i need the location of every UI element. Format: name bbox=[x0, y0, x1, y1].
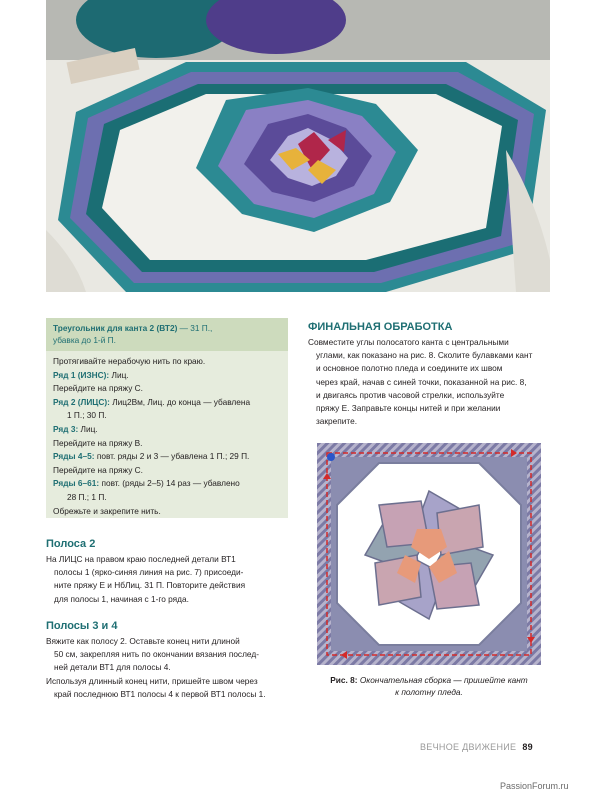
pattern-line bbox=[53, 477, 282, 491]
text-line: край последнюю ВТ1 полосы 4 к первой ВТ1 полосы 1. bbox=[54, 688, 266, 699]
row-text: Протягивайте нерабочую нить по краю. bbox=[53, 356, 206, 366]
strip34-title: Полосы 3 и 4 bbox=[46, 620, 118, 632]
pattern-box-heading bbox=[46, 318, 288, 351]
text-line: и двигаясь против часовой стрелки, используйте bbox=[316, 389, 505, 400]
text-line: На ЛИЦС на правом краю последней детали ВТ1 bbox=[46, 554, 236, 564]
pattern-line bbox=[53, 464, 282, 478]
pattern-line bbox=[53, 382, 282, 396]
pattern-line bbox=[53, 450, 282, 464]
text-line: закрепите. bbox=[316, 416, 358, 427]
strip34-text bbox=[46, 635, 292, 701]
blanket-photo bbox=[46, 0, 550, 292]
page-footer bbox=[420, 742, 570, 752]
row-text: повт. ряды 2 и 3 — убавлена 1 П.; 29 П. bbox=[94, 451, 250, 462]
text-line: для полосы 1, начиная с 1-го ряда. bbox=[54, 593, 189, 604]
figure-caption bbox=[316, 674, 542, 698]
pattern-box-title-line2: убавка до 1-й П. bbox=[53, 335, 116, 345]
watermark: PassionForum.ru bbox=[500, 781, 569, 791]
strip34-section bbox=[46, 620, 292, 701]
finishing-text bbox=[308, 336, 558, 428]
figure-caption-label: Рис. 8: bbox=[330, 675, 358, 685]
strip2-title: Полоса 2 bbox=[46, 538, 96, 550]
row-text: 1 П.; 30 П. bbox=[67, 410, 107, 421]
strip2-text bbox=[46, 553, 292, 606]
row-text: Лиц. bbox=[109, 369, 129, 380]
text-line: полосы 1 (ярко-синяя линия на рис. 7) присоеди- bbox=[54, 567, 244, 578]
pattern-line bbox=[53, 437, 282, 451]
pattern-line bbox=[53, 491, 282, 505]
row-label: Ряд 2 (ЛИЦС): bbox=[53, 396, 110, 407]
row-text: повт. (ряды 2–5) 14 раз — убавлено bbox=[99, 478, 240, 489]
row-text: 28 П.; 1 П. bbox=[67, 491, 107, 502]
text-line: и основное полотно пледа и соедините их швом bbox=[316, 363, 503, 374]
text-line: Вяжите как полосу 2. Оставьте конец нити длиной bbox=[46, 636, 240, 646]
row-text: Лиц2Вм, Лиц. до конца — убавлена bbox=[109, 396, 251, 407]
finishing-title: ФИНАЛЬНАЯ ОБРАБОТКА bbox=[308, 321, 453, 333]
finishing-section bbox=[308, 321, 558, 428]
text-line: Совместите углы полосатого канта с центральными bbox=[308, 337, 509, 347]
row-text: Обрежьте и закрепите нить. bbox=[53, 505, 161, 516]
page-number: 89 bbox=[522, 742, 533, 752]
footer-section-title: ВЕЧНОЕ ДВИЖЕНИЕ bbox=[420, 742, 517, 752]
strip2-section bbox=[46, 538, 292, 606]
row-label: Ряд 1 (ИЗНС): bbox=[53, 369, 110, 380]
text-line: Используя длинный конец нити, пришейте швом через bbox=[46, 675, 258, 686]
pattern-line bbox=[53, 423, 282, 437]
row-text: Лиц. bbox=[78, 423, 98, 434]
pattern-line bbox=[53, 355, 282, 369]
pattern-box-title-rest: — 31 П., bbox=[177, 323, 213, 333]
text-line: 50 см, закрепляя нить по окончании вязания послед- bbox=[54, 649, 259, 660]
text-line: ней детали ВТ1 для полосы 4. bbox=[54, 662, 171, 673]
pattern-line bbox=[53, 369, 282, 383]
pattern-line bbox=[53, 396, 282, 410]
figure-caption-text: Окончательная сборка — пришейте кант bbox=[357, 675, 528, 685]
row-text: Перейдите на пряжу В. bbox=[53, 437, 143, 448]
row-text: Перейдите на пряжу С. bbox=[53, 383, 143, 394]
row-label: Ряд 3: bbox=[53, 423, 79, 434]
text-line: пряжу Е. Заправьте концы нитей и при желании bbox=[316, 403, 501, 414]
pattern-box bbox=[46, 318, 288, 518]
pattern-box-title: Треугольник для канта 2 (ВТ2) bbox=[53, 323, 178, 333]
row-label: Ряды 4–5: bbox=[53, 451, 95, 462]
pattern-line bbox=[53, 409, 282, 423]
figure-caption-text2: к полотну пледа. bbox=[395, 687, 463, 697]
assembly-diagram bbox=[317, 443, 541, 665]
text-line: углами, как показано на рис. 8. Сколите булавками кант bbox=[316, 350, 533, 361]
row-text: Перейдите на пряжу С. bbox=[53, 464, 143, 475]
text-line: через край, начав с синей точки, показанной на рис. 8, bbox=[316, 376, 527, 387]
text-line: ните пряжу Е и НбЛиц. 31 П. Повторите действия bbox=[54, 580, 246, 591]
pattern-line bbox=[53, 505, 282, 519]
row-label: Ряды 6–61: bbox=[53, 478, 100, 489]
pattern-box-body bbox=[46, 351, 288, 518]
